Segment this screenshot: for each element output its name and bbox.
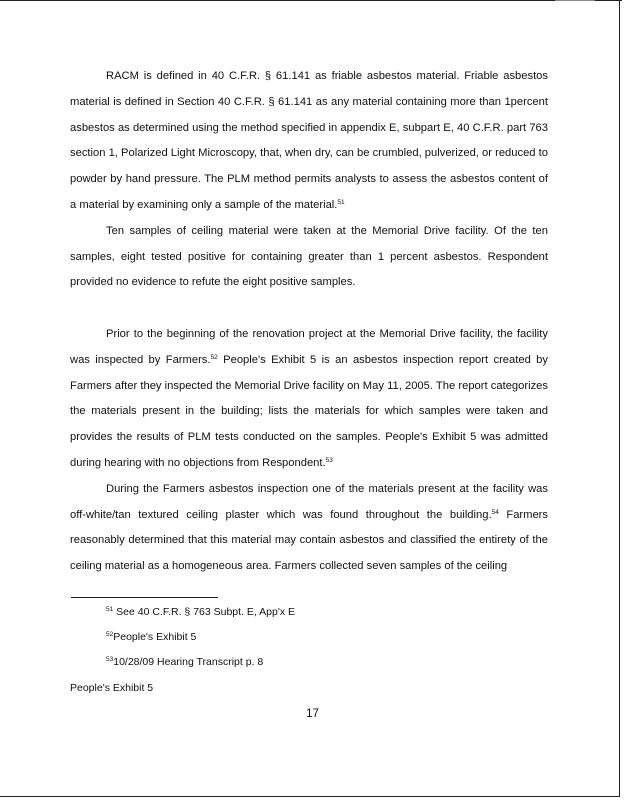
footnote-ref: 54: [491, 508, 499, 516]
paragraph-ceiling-samples: [70, 219, 548, 296]
footnote-text: People's Exhibit 5: [113, 631, 197, 643]
page-number: 17: [306, 708, 319, 720]
paragraph-racm-definition: [70, 64, 548, 219]
footnote-ref: 51: [337, 198, 345, 206]
paragraph-text: People's Exhibit 5 is an asbestos inspection report created by Farmers after they inspected the Memorial Drive facility on May 11, 2005. The report categorizes the materials present in the building; lists the materials for which samples were taken and provides the results of PLM tests conducted on the samples. People's Exhibit 5 was admitted during hearing with no objections from Respondent.: [70, 353, 548, 469]
footnote-number: 52: [106, 631, 114, 638]
footnote-text: See 40 C.F.R. § 763 Subpt. E, App'x E: [113, 606, 296, 618]
footnote: [106, 656, 263, 668]
footnote: [106, 631, 196, 643]
footnote-ref: 52: [210, 353, 218, 361]
paragraph-ceiling-plaster: [70, 477, 548, 580]
paragraph-text: Ten samples of ceiling material were taken at the Memorial Drive facility. Of the ten samples, eight tested positive for containing greater than 1 percent asbestos. Respondent provided no evidence to refute the eight positive samples.: [70, 224, 548, 289]
paragraph-farmers-inspection: [70, 322, 548, 477]
footnote-ref: 53: [325, 456, 333, 464]
paragraph-text: RACM is defined in 40 C.F.R. § 61.141 as friable asbestos material. Friable asbestos material is defined in Section 40 C.F.R. § 61.141 as any material containing more than 1percent asbestos as determined using the method specified in appendix E, subpart E, 40 C.F.R. part 763 section 1, Polarized Light Microscopy, that, when dry, can be crumbled, pulverized, or reduced to powder by hand pressure. The PLM method permits analysts to assess the asbestos content of a material by examining only a sample of the material.: [70, 70, 548, 211]
footnote-number: 51: [106, 606, 114, 613]
body-text: [70, 64, 548, 580]
page-bottom-edge: [0, 796, 500, 797]
section-heading: [70, 296, 548, 322]
paragraph-text: During the Farmers asbestos inspection one of the materials present at the facility was off-white/tan textured ceiling plaster which was found throughout the building.: [70, 482, 548, 521]
footnote-number: 53: [106, 656, 114, 663]
footnote-text: 10/28/09 Hearing Transcript p. 8: [113, 656, 264, 668]
footnote-separator: [71, 597, 218, 598]
paragraph-text: Prior to the beginning of the renovation project at the Memorial Drive facility, the facility was inspected by Farmers.: [70, 327, 548, 366]
footnote: [106, 606, 295, 618]
footnote-continuation: People's Exhibit 5: [70, 682, 154, 694]
paragraph-text: Farmers reasonably determined that this material may contain asbestos and classified the entirety of the ceiling material as a homogeneous area. Farmers collected seven samples of the ceiling: [70, 508, 548, 573]
